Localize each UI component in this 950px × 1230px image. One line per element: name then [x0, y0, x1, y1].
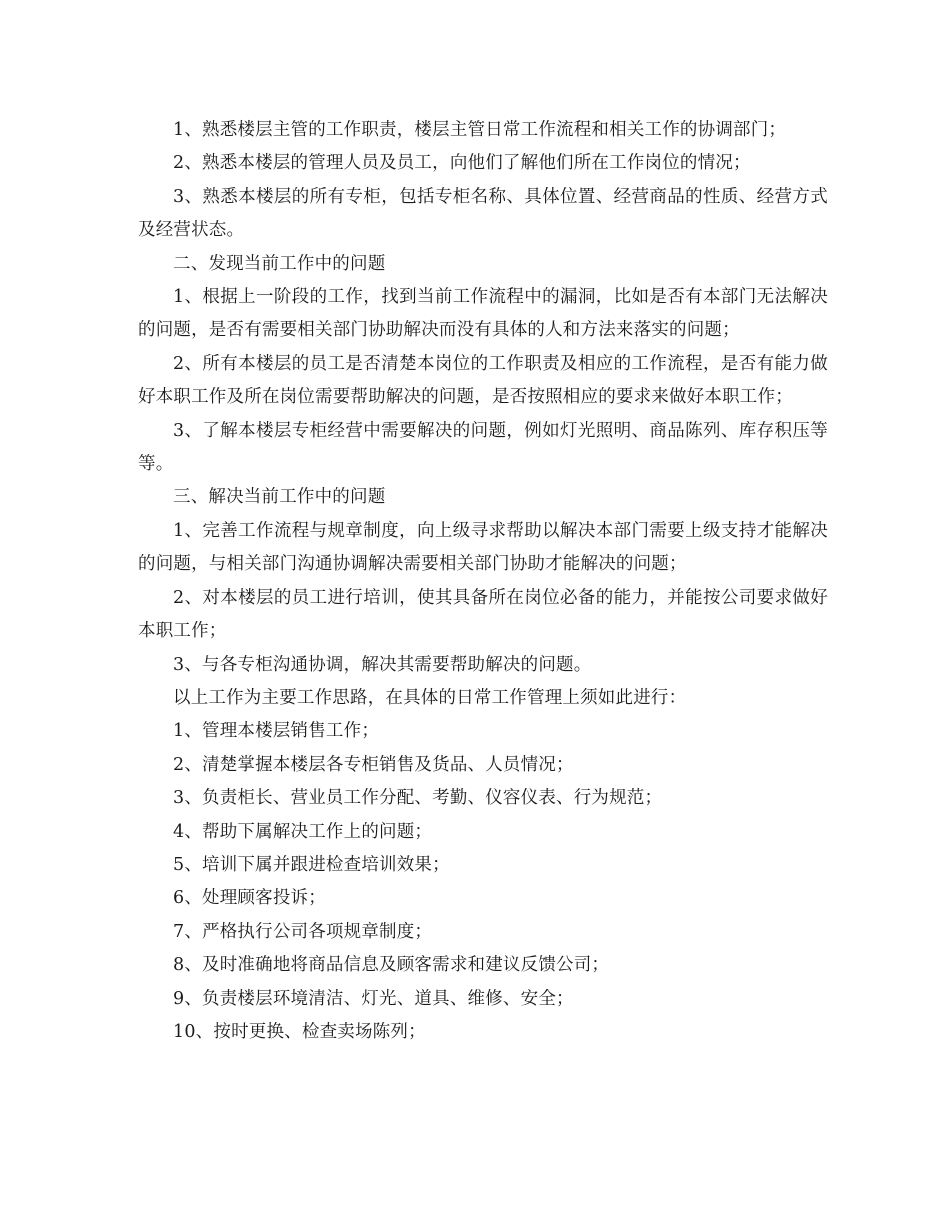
paragraph: 2、对本楼层的员工进行培训，使其具备所在岗位必备的能力，并能按公司要求做好本职工作； — [138, 587, 828, 642]
list-item: 6、处理顾客投诉； — [173, 888, 326, 909]
list-item: 9、负责楼层环境清洁、灯光、道具、维修、安全； — [173, 988, 574, 1009]
section-heading: 二、发现当前工作中的问题 — [173, 253, 386, 274]
list-item: 1、管理本楼层销售工作； — [173, 721, 380, 742]
paragraph: 1、熟悉楼层主管的工作职责，楼层主管日常工作流程和相关工作的协调部门； — [173, 120, 787, 140]
paragraph: 3、了解本楼层专柜经营中需要解决的问题，例如灯光照明、商品陈列、库存积压等等。 — [138, 420, 828, 475]
list-item: 8、及时准确地将商品信息及顾客需求和建议反馈公司； — [173, 955, 610, 976]
paragraph: 2、熟悉本楼层的管理人员及员工，向他们了解他们所在工作岗位的情况； — [173, 153, 751, 174]
list-item: 3、负责柜长、营业员工作分配、考勤、仪容仪表、行为规范； — [173, 788, 663, 809]
paragraph: 1、根据上一阶段的工作，找到当前工作流程中的漏洞，比如是否有本部门无法解决的问题，是否有需要相关部门协助解决而没有具体的人和方法来落实的问题； — [138, 287, 828, 341]
list-item: 4、帮助下属解决工作上的问题； — [173, 821, 433, 842]
paragraph: 2、所有本楼层的员工是否清楚本岗位的工作职责及相应的工作流程，是否有能力做好本职工作及所在岗位需要帮助解决的问题，是否按照相应的要求来做好本职工作； — [138, 353, 828, 408]
list-item: 7、严格执行公司各项规章制度； — [173, 921, 433, 942]
paragraph: 1、完善工作流程与规章制度，向上级寻求帮助以解决本部门需要上级支持才能解决的问题，与相关部门沟通协调解决需要相关部门协助才能解决的问题； — [138, 520, 828, 575]
document-body — [138, 114, 828, 1049]
list-item: 2、清楚掌握本楼层各专柜销售及货品、人员情况； — [173, 754, 574, 775]
section-heading: 三、解决当前工作中的问题 — [173, 487, 386, 508]
paragraph: 3、与各专柜沟通协调，解决其需要帮助解决的问题。 — [173, 654, 592, 675]
paragraph: 以上工作为主要工作思路，在具体的日常工作管理上须如此进行： — [173, 687, 687, 708]
list-item: 5、培训下属并跟进检查培训效果； — [173, 854, 450, 875]
list-item: 10、按时更换、检查卖场陈列； — [173, 1021, 426, 1042]
paragraph: 3、熟悉本楼层的所有专柜，包括专柜名称、具体位置、经营商品的性质、经营方式及经营状态。 — [138, 186, 828, 241]
